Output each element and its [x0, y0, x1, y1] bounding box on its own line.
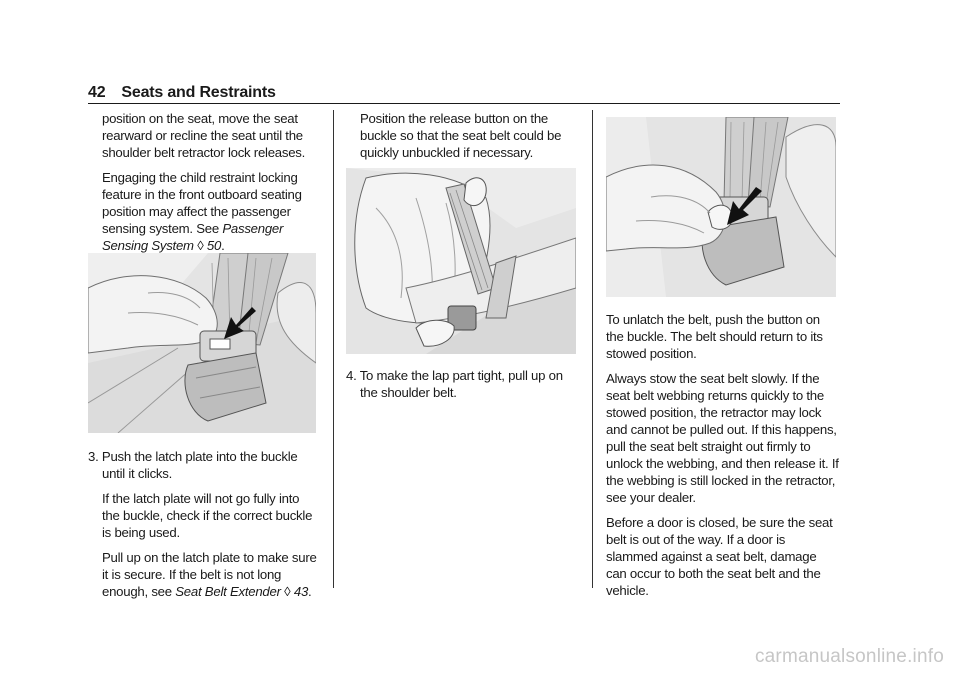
paragraph: Always stow the seat belt slowly. If the seat belt webbing returns quickly to the stowed position, the retractor may lock and cannot be pulled out. If this happens, pull the seat belt straight out firmly to unlock the webbing, and then release it. If the webbing is still locked in the retractor, see your dealer. [606, 371, 839, 505]
ref-symbol: ◊ [284, 584, 291, 599]
paragraph: To unlatch the belt, push the button on the buckle. The belt should return to its stowed position. [606, 312, 823, 361]
paragraph: Position the release button on the buckle so that the seat belt could be quickly unbuckled if necessary. [360, 111, 562, 160]
paragraph: If the latch plate will not go fully into the buckle, check if the correct buckle is being used. [102, 491, 313, 540]
step-4: 4. To make the lap part tight, pull up on the shoulder belt. [346, 368, 563, 400]
watermark: carmanualsonline.info [754, 646, 944, 667]
cross-reference-link[interactable]: Seat Belt Extender [175, 584, 281, 599]
page-number: 42 [88, 84, 106, 101]
illustration-latch-plate-insert [88, 253, 316, 433]
column-1 [88, 110, 320, 262]
column-1-lower [88, 448, 320, 608]
illustration-unlatch-belt [606, 117, 836, 297]
column-3 [606, 311, 840, 607]
page-ref: 50 [206, 238, 222, 253]
paragraph: Pull up on the latch plate to make sure it is secure. If the belt is not long enough, see Seat Belt Extender ◊ 43. [102, 550, 317, 599]
column-2 [346, 110, 580, 169]
column-2-lower [346, 367, 580, 409]
column-divider-2 [592, 110, 593, 588]
step-3: 3. Push the latch plate into the buckle until it clicks. [88, 449, 298, 481]
paragraph: Engaging the child restraint locking feature in the front outboard seating position may affect the passenger sensing system. See Passenger Sensing System ◊ 50. [102, 170, 302, 253]
section-title: Seats and Restraints [121, 84, 276, 101]
column-divider-1 [333, 110, 334, 588]
page-ref: 43 [293, 584, 309, 599]
page-header [88, 84, 276, 102]
cross-reference-link[interactable]: Passenger Sensing System [102, 221, 284, 253]
paragraph: position on the seat, move the seat rearward or recline the seat until the shoulder belt retractor lock releases. [102, 111, 306, 160]
header-rule [88, 103, 840, 104]
paragraph: Before a door is closed, be sure the seat belt is out of the way. If a door is slammed against a seat belt, damage can occur to both the seat belt and the vehicle. [606, 515, 833, 598]
illustration-lap-belt-tighten [346, 168, 576, 354]
ref-symbol: ◊ [197, 238, 204, 253]
